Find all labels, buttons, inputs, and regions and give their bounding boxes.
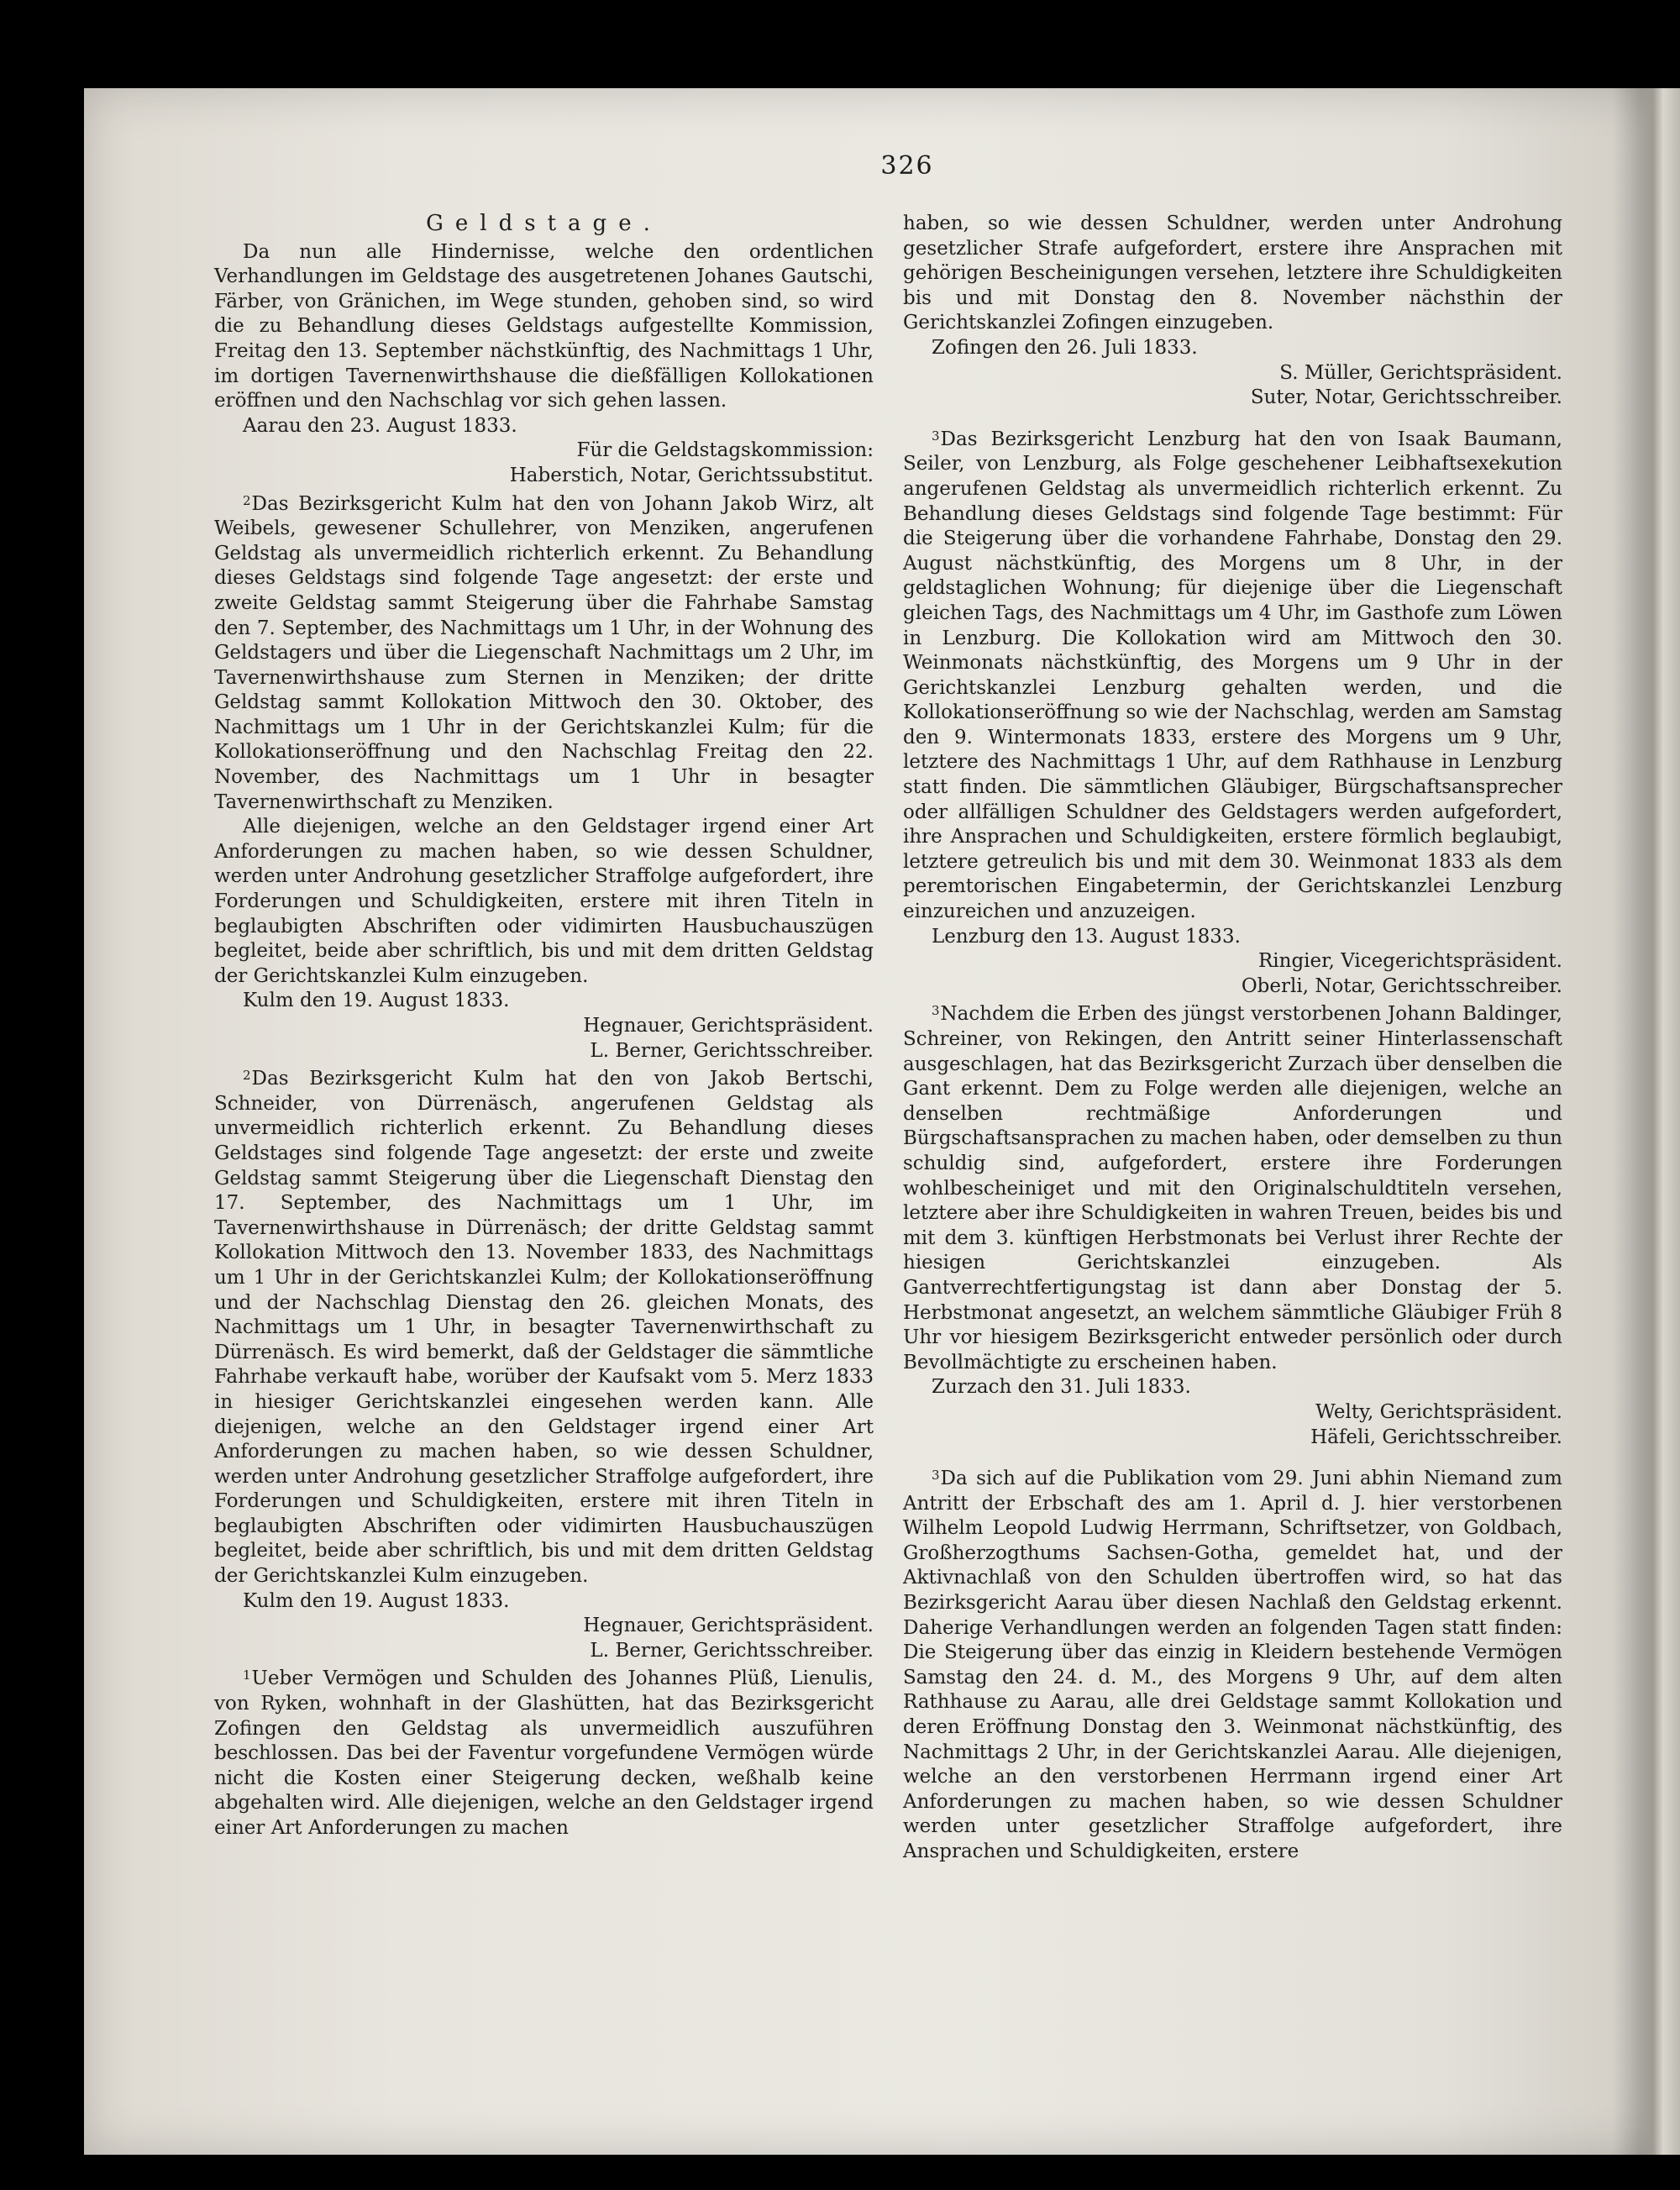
notice-text [214, 489, 874, 816]
notice-body: Das Bezirksgericht Lenzburg hat den von Isaak Baumann, Seiler, von Lenzburg, als Folge geschehener Leibhaftsexekution angerufenen Geldstag als unvermeidlich richterlich erkennt. Zu Behandlung dieses Geldstags sind folgende Tage bestimmt: Für die Steigerung über die vorhandene Fahrhabe, Donstag den 29. August nächstkünftig, des Morgens um 8 Uhr, in der geldstaglichen Wohnung; für diejenige über die Liegenschaft gleichen Tags, des Nachmittags um 4 Uhr, im Gasthofe zum Löwen in Lenzburg. Die Kollokation wird am Mittwoch den 30. Weinmonats nächstkünftig, des Morgens um 9 Uhr in der Gerichtskanzlei Lenzburg gehalten werden, und die Kollokationseröffnung so wie der Nachschlag, werden am Samstag den 9. Wintermonats 1833, erstere des Morgens um 9 Uhr, letztere des Nachmittags 1 Uhr, auf dem Rathhause in Lenzburg statt finden. Die sämmtlichen Gläubiger, Bürgschaftsansprecher oder allfälligen Schuldner des Geldstagers werden aufgefordert, ihre Ansprachen und Schuldigkeiten, erstere förmlich beglaubigt, letztere getreulich bis und mit dem 30. Weinmonat 1833 als dem peremtorischen Eingabetermin, der Gerichtskanzlei Lenzburg einzureichen und anzuzeigen. [903, 428, 1562, 923]
page-fold-shadow [1613, 88, 1680, 2155]
notice-signature: Welty, Gerichtspräsident. [1315, 1400, 1562, 1423]
notice-dateline: Kulm den 19. August 1833. [243, 1589, 510, 1612]
insertion-number: 3 [932, 428, 940, 444]
notice-text: Alle diejenigen, welche an den Geldstager irgend einer Art Anforderungen zu machen haben, so wie dessen Schuldner, werden unter Androhung gesetzlicher Straffolge aufgefordert, ihre Forderungen und Schuldigkeiten, erstere mit ihren Titeln in beglaubigten Abschriften oder vidimirten Hausbuchauszügen begleitet, beide aber schriftlich, bis und mit dem dritten Geldstag der Gerichtskanzlei Kulm einzugeben. [214, 816, 874, 987]
notice-dateline: Zofingen den 26. Juli 1833. [932, 336, 1198, 359]
notice-text [903, 999, 1562, 1375]
notice-signature: Suter, Notar, Gerichtsschreiber. [1250, 386, 1562, 409]
notice-signature: Hegnauer, Gerichtspräsident. [583, 1015, 874, 1037]
notice-dateline: Kulm den 19. August 1833. [243, 990, 510, 1012]
page-number: 326 [880, 151, 934, 181]
notice-body: Ueber Vermögen und Schulden des Johannes Plüß, Lienulis, von Ryken, wohnhaft in der Glashütten, hat das Bezirksgericht Zofingen den Geldstag als unvermeidlich auszuführen beschlossen. Das bei der Faventur vorgefundene Vermögen würde nicht die Kosten einer Steigerung decken, weßhalb keine abgehalten wird. Alle diejenigen, welche an den Geldstager irgend einer Art Anforderungen zu machen [214, 1667, 874, 1839]
insertion-number: 2 [243, 1068, 251, 1084]
insertion-number: 1 [243, 1667, 251, 1683]
notice-signature: Für die Geldstagskommission: [576, 439, 874, 462]
left-column [214, 210, 874, 1841]
notice-signature: Oberli, Notar, Gerichtsschreiber. [1241, 974, 1562, 997]
notice-signature: Hegnauer, Gerichtspräsident. [583, 1615, 874, 1637]
right-column [903, 212, 1562, 1865]
notice-text [903, 1463, 1562, 1865]
notice-text: Da nun alle Hindernisse, welche den ordentlichen Verhandlungen im Geldstage des ausgetretenen Johanes Gautschi, Färber, von Gränichen, im Wege stunden, gehoben sind, so wird die zu Behandlung dieses Geldstags aufgestellte Kommission, Freitag den 13. September nächstkünftig, des Nachmittags 1 Uhr, im dortigen Tavernenwirthshause die dießfälligen Kollokationen eröffnen und den Nachschlag vor sich gehen lassen. [214, 240, 874, 412]
notice-signature: L. Berner, Gerichtsschreiber. [590, 1039, 874, 1062]
notice-text [214, 1663, 874, 1841]
notice-body: Das Bezirksgericht Kulm hat den von Jakob Bertschi, Schneider, von Dürrenäsch, angerufenen Geldstag als unvermeidlich richterlich erkennt. Zu Behandlung dieses Geldstages sind folgende Tage angesetzt: der erste und zweite Geldstag sammt Steigerung über die Liegenschaft Dienstag den 17. September, des Nachmittags um 1 Uhr, im Tavernenwirthshause in Dürrenäsch; der dritte Geldstag sammt Kollokation Mittwoch den 13. November 1833, des Nachmittags um 1 Uhr in der Gerichtskanzlei Kulm; der Kollokationseröffnung und der Nachschlag Dienstag den 26. gleichen Monats, des Nachmittags um 1 Uhr, in besagter Tavernenwirthschaft zu Dürrenäsch. Es wird bemerkt, daß der Geldstager die sämmtliche Fahrhabe verkauft habe, worüber der Kaufsakt vom 5. Merz 1833 in hiesiger Gerichtskanzlei eingesehen werden kann. Alle diejenigen, welche an den Geldstager irgend einer Art Anforderungen zu machen haben, so wie dessen Schuldner, werden unter Androhung gesetzlicher Straffolge aufgefordert, ihre Forderungen und Schuldigkeiten, erstere mit ihren Titeln in beglaubigten Abschriften oder vidimirten Hausbuchauszügen begleitet, beide aber schriftlich, bis und mit dem dritten Geldstag der Gerichtskanzlei Kulm einzugeben. [214, 1068, 874, 1588]
newspaper-page [84, 88, 1680, 2155]
notice-dateline: Aarau den 23. August 1833. [243, 414, 517, 437]
notice-body: Nachdem die Erben des jüngst verstorbenen Johann Baldinger, Schreiner, von Rekingen, den Antritt seiner Hinterlassenschaft ausgeschlagen, hat das Bezirksgericht Zurzach über denselben die Gant erkennt. Dem zu Folge werden alle diejenigen, welche an denselben rechtmäßige Anforderungen und Bürgschaftsansprachen zu machen haben, oder demselben zu thun schuldig sind, aufgefordert, erstere ihre Forderungen wohlbescheiniget und mit den Originalschuldtiteln versehen, letztere aber ihre Schuldigkeiten in wahren Treuen, beides bis und mit dem 3. künftigen Herbstmonats bei Verlust ihrer Rechte der hiesigen Gerichtskanzlei einzugeben. Als Gantverrechtfertigungstag ist dann aber Donstag der 5. Herbstmonat angesetzt, an welchem sämmtliche Gläubiger Früh 8 Uhr vor hiesigem Bezirksgericht entweder persönlich oder durch Bevollmächtigte zu erscheinen haben. [903, 1003, 1562, 1373]
notice-separator [903, 411, 1562, 424]
notice-signature: Ringier, Vicegerichtspräsident. [1257, 950, 1562, 973]
notice-dateline: Lenzburg den 13. August 1833. [932, 925, 1241, 948]
notice-separator [903, 1450, 1562, 1463]
notice-signature: Haberstich, Notar, Gerichtssubstitut. [509, 464, 874, 486]
notice-text [214, 1063, 874, 1589]
notice-text [903, 424, 1562, 925]
insertion-number: 3 [932, 1003, 940, 1019]
notice-text: haben, so wie dessen Schuldner, werden unter Androhung gesetzlicher Strafe aufgefordert, erstere ihre Ansprachen mit gehörigen Bescheinigungen versehen, letztere ihre Schuldigkeiten bis und mit Donstag den 8. November nächsthin der Gerichtskanzlei Zofingen einzugeben. [903, 213, 1562, 334]
notice-body: Da sich auf die Publikation vom 29. Juni abhin Niemand zum Antritt der Erbschaft des am 1. April d. J. hier verstorbenen Wilhelm Leopold Ludwig Herrmann, Schriftsetzer, von Goldbach, Großherzogthums Sachsen-Gotha, gemeldet hat, und der Aktivnachlaß von den Schulden übertroffen wird, so hat das Bezirksgericht Aarau über diesen Nachlaß den Geldstag erkennt. Daherige Verhandlungen werden an folgenden Tagen statt finden: Die Steigerung über das einzig in Kleidern bestehende Vermögen Samstag den 24. d. M., des Morgens 9 Uhr, auf dem alten Rathhause zu Aarau, alle drei Geldstage sammt Kollokation und deren Eröffnung Donstag den 3. Weinmonat nächstkünftig, des Nachmittags 2 Uhr, in der Gerichtskanzlei Aarau. Alle diejenigen, welche an den verstorbenen Herrmann irgend einer Art Anforderungen zu machen haben, so wie dessen Schuldner werden unter gesetzlicher Straffolge aufgefordert, ihre Ansprachen und Schuldigkeiten, erstere [903, 1468, 1562, 1862]
insertion-number: 2 [243, 492, 251, 508]
insertion-number: 3 [932, 1468, 940, 1484]
section-heading: Geldstage. [426, 211, 662, 236]
notice-signature: S. Müller, Gerichtspräsident. [1279, 361, 1562, 384]
notice-dateline: Zurzach den 31. Juli 1833. [932, 1376, 1191, 1399]
notice-body: Das Bezirksgericht Kulm hat den von Johann Jakob Wirz, alt Weibels, gewesener Schullehrer, von Menziken, angerufenen Geldstag als unvermeidlich richterlich erkennt. Zu Behandlung dieses Geldstags sind folgende Tage angesetzt: der erste und zweite Geldstag sammt Steigerung über die Fahrhabe Samstag den 7. September, des Nachmittags um 1 Uhr, in der Wohnung des Geldstagers und über die Liegenschaft Nachmittags um 2 Uhr, im Tavernenwirthshause zum Sternen in Menziken; der dritte Geldstag sammt Kollokation Mittwoch den 30. Oktober, des Nachmittags um 1 Uhr in der Gerichtskanzlei Kulm; für die Kollokationseröffnung und den Nachschlag Freitag den 22. November, des Nachmittags um 1 Uhr in besagter Tavernenwirthschaft zu Menziken. [214, 492, 874, 813]
notice-signature: Häfeli, Gerichtsschreiber. [1310, 1426, 1562, 1448]
notice-signature: L. Berner, Gerichtsschreiber. [590, 1639, 874, 1662]
